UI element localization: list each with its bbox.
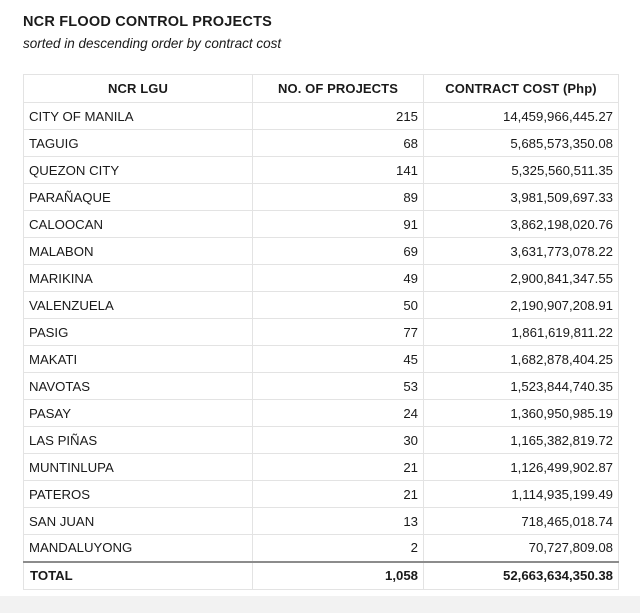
table-header [24,75,619,103]
table-row [24,535,619,562]
cell-lgu: PASAY [24,400,253,427]
cell-no-of-projects: 91 [253,211,424,238]
bottom-band [0,596,640,613]
cell-lgu: MUNTINLUPA [24,454,253,481]
cell-no-of-projects: 21 [253,481,424,508]
cell-lgu: NAVOTAS [24,373,253,400]
cell-no-of-projects: 68 [253,130,424,157]
table-row [24,211,619,238]
cell-lgu: LAS PIÑAS [24,427,253,454]
cell-contract-cost: 5,685,573,350.08 [424,130,619,157]
table-row [24,400,619,427]
cell-no-of-projects: 69 [253,238,424,265]
cell-no-of-projects: 50 [253,292,424,319]
table-row [24,427,619,454]
table-body [24,103,619,562]
cell-contract-cost: 1,861,619,811.22 [424,319,619,346]
cell-contract-cost: 3,862,198,020.76 [424,211,619,238]
cell-contract-cost: 3,631,773,078.22 [424,238,619,265]
column-header-lgu: NCR LGU [24,75,253,103]
cell-no-of-projects: 2 [253,535,424,562]
cell-lgu: QUEZON CITY [24,157,253,184]
cell-contract-cost: 2,900,841,347.55 [424,265,619,292]
table-row [24,346,619,373]
cell-no-of-projects: 45 [253,346,424,373]
cell-no-of-projects: 13 [253,508,424,535]
cell-contract-cost: 1,682,878,404.25 [424,346,619,373]
table-row [24,454,619,481]
cell-contract-cost: 5,325,560,511.35 [424,157,619,184]
cell-no-of-projects: 21 [253,454,424,481]
table-row [24,373,619,400]
cell-lgu: PARAÑAQUE [24,184,253,211]
table-footer [24,562,619,590]
table-row [24,184,619,211]
table-container [23,74,618,590]
cell-contract-cost: 1,114,935,199.49 [424,481,619,508]
cell-contract-cost: 1,126,499,902.87 [424,454,619,481]
cell-lgu: MALABON [24,238,253,265]
table-total-row [24,562,619,590]
table-row [24,319,619,346]
cell-contract-cost: 718,465,018.74 [424,508,619,535]
total-projects: 1,058 [253,562,424,590]
cell-lgu: MANDALUYONG [24,535,253,562]
cell-no-of-projects: 53 [253,373,424,400]
cell-lgu: PASIG [24,319,253,346]
cell-lgu: PATEROS [24,481,253,508]
cell-no-of-projects: 89 [253,184,424,211]
cell-contract-cost: 70,727,809.08 [424,535,619,562]
cell-no-of-projects: 30 [253,427,424,454]
page-title: NCR FLOOD CONTROL PROJECTS [23,14,273,30]
table-row [24,130,619,157]
table-row [24,292,619,319]
cell-contract-cost: 1,165,382,819.72 [424,427,619,454]
cell-contract-cost: 2,190,907,208.91 [424,292,619,319]
table-row [24,103,619,130]
cell-no-of-projects: 77 [253,319,424,346]
page-subtitle: sorted in descending order by contract cost [23,36,282,51]
table-row [24,265,619,292]
total-cost: 52,663,634,350.38 [424,562,619,590]
cell-lgu: CALOOCAN [24,211,253,238]
cell-contract-cost: 1,360,950,985.19 [424,400,619,427]
table-header-row [24,75,619,103]
cell-lgu: SAN JUAN [24,508,253,535]
cell-lgu: MARIKINA [24,265,253,292]
column-header-contract-cost: CONTRACT COST (Php) [424,75,619,103]
table-row [24,481,619,508]
cell-lgu: TAGUIG [24,130,253,157]
cell-no-of-projects: 141 [253,157,424,184]
total-label: TOTAL [24,562,253,590]
cell-lgu: VALENZUELA [24,292,253,319]
cell-contract-cost: 3,981,509,697.33 [424,184,619,211]
cell-contract-cost: 1,523,844,740.35 [424,373,619,400]
table-row [24,157,619,184]
ncr-flood-control-projects-table [23,74,619,590]
cell-no-of-projects: 49 [253,265,424,292]
cell-no-of-projects: 24 [253,400,424,427]
cell-lgu: MAKATI [24,346,253,373]
cell-no-of-projects: 215 [253,103,424,130]
column-header-no-of-projects: NO. OF PROJECTS [253,75,424,103]
table-row [24,508,619,535]
cell-contract-cost: 14,459,966,445.27 [424,103,619,130]
table-row [24,238,619,265]
cell-lgu: CITY OF MANILA [24,103,253,130]
